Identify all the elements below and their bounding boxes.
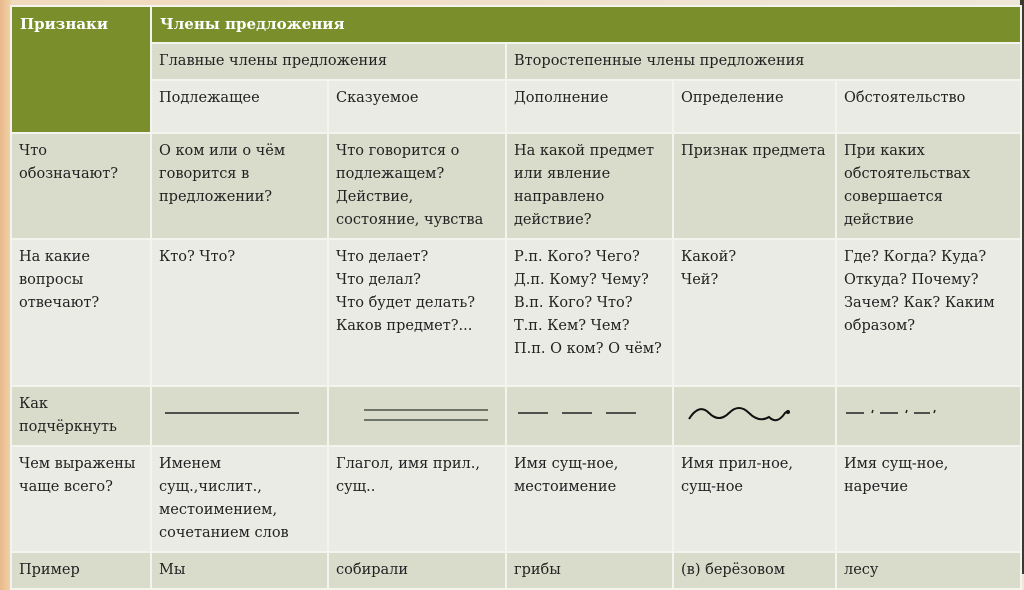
underline-wavy — [673, 386, 836, 446]
row-label: Что обозначают? — [11, 133, 151, 239]
row-label: На какие вопросы отвечают? — [11, 239, 151, 386]
cell: Какой? Чей? — [673, 239, 836, 386]
row-label: Как подчёркнуть — [11, 386, 151, 446]
col-predicate: Сказуемое — [328, 80, 506, 133]
table-row — [11, 239, 1021, 386]
col-subject: Подлежащее — [151, 80, 328, 133]
table-row — [11, 133, 1021, 239]
cell: На какой предмет или явление направлено действие? — [506, 133, 673, 239]
header-secondary: Второстепенные члены предложения — [506, 43, 1021, 80]
sentence-members-table — [10, 5, 1022, 590]
cell: Р.п. Кого? Чего? Д.п. Кому? Чему? В.п. Кого? Что? Т.п. Кем? Чем? П.п. О ком? О чём? — [506, 239, 673, 386]
cell: Признак предмета — [673, 133, 836, 239]
cell: Что говорится о подлежащем? Действие, состояние, чувства — [328, 133, 506, 239]
table-row — [11, 386, 1021, 446]
table-row — [11, 446, 1021, 552]
cell: Кто? Что? — [151, 239, 328, 386]
header-features: Признаки — [11, 6, 151, 133]
underline-dash-dot — [836, 386, 1021, 446]
underline-solid — [151, 386, 328, 446]
cell: О ком или о чём говорится в предложении? — [151, 133, 328, 239]
col-attribute: Определение — [673, 80, 836, 133]
cell: лесу — [836, 552, 1021, 589]
cell: Имя прил-ное, сущ-ное — [673, 446, 836, 552]
cell: Где? Когда? Куда? Откуда? Почему? Зачем? Как? Каким образом? — [836, 239, 1021, 386]
row-label: Пример — [11, 552, 151, 589]
cell: Имя сущ-ное, местоимение — [506, 446, 673, 552]
col-object: Дополнение — [506, 80, 673, 133]
underline-double — [328, 386, 506, 446]
cell: (в) берёзовом — [673, 552, 836, 589]
cell: Мы — [151, 552, 328, 589]
cell: Глагол, имя прил., сущ.. — [328, 446, 506, 552]
cell: собирали — [328, 552, 506, 589]
cell: грибы — [506, 552, 673, 589]
underline-dashed — [506, 386, 673, 446]
cell: Что делает? Что делал? Что будет делать? Каков предмет?... — [328, 239, 506, 386]
cell: При каких обстоятельствах совершается действие — [836, 133, 1021, 239]
col-adverbial: Обстоятельство — [836, 80, 1021, 133]
cell: Имя сущ-ное, наречие — [836, 446, 1021, 552]
cell: Именем сущ.,числит., местоимением, сочетанием слов — [151, 446, 328, 552]
header-main: Главные члены предложения — [151, 43, 506, 80]
table-row — [11, 552, 1021, 589]
row-label: Чем выражены чаще всего? — [11, 446, 151, 552]
header-members: Члены предложения — [151, 6, 1021, 43]
